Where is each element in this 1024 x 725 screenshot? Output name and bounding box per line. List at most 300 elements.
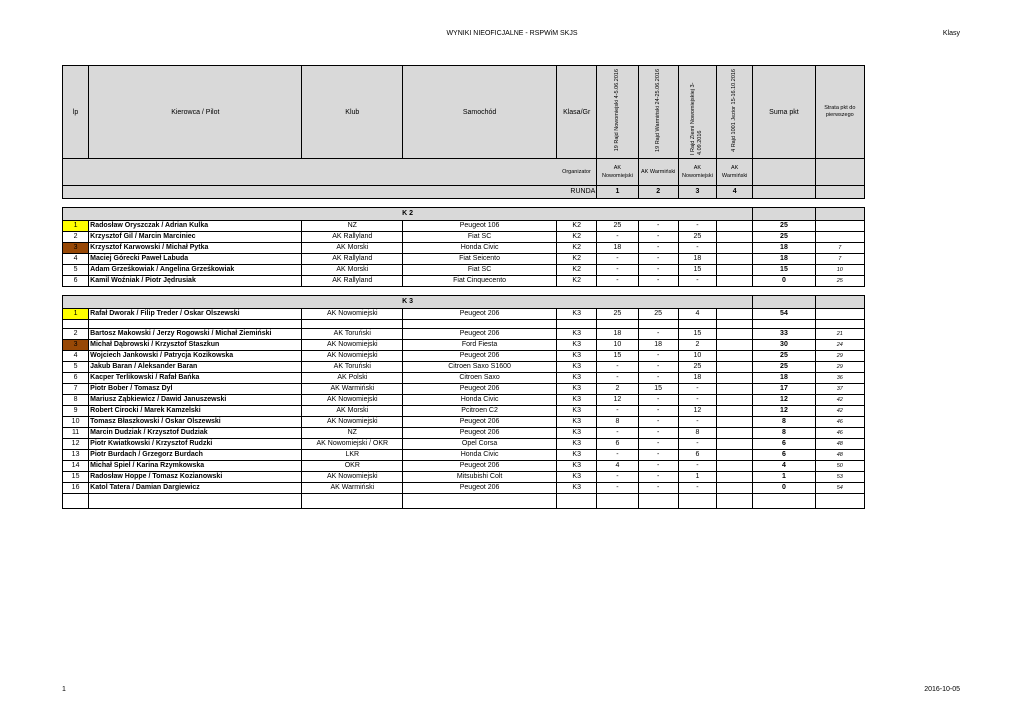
row-lp: 15 xyxy=(63,472,89,483)
row-round-3: 6 xyxy=(678,450,716,461)
row-class: K3 xyxy=(557,483,597,494)
row-round-2: - xyxy=(638,254,678,265)
row-total: 8 xyxy=(753,417,815,428)
row-total: 0 xyxy=(753,276,815,287)
page-number: 1 xyxy=(62,686,66,693)
row-car: Pcitroen C2 xyxy=(403,406,557,417)
row-round-1: 4 xyxy=(597,461,638,472)
row-club: AK Nowomiejski / OKR xyxy=(302,439,403,450)
class-header-row xyxy=(63,208,865,221)
row-round-2: - xyxy=(638,351,678,362)
col-club: Klub xyxy=(302,66,403,159)
row-driver: Radosław Oryszczak / Adrian Kulka xyxy=(89,221,302,232)
result-row xyxy=(63,232,865,243)
row-club: AK Rallyland xyxy=(302,254,403,265)
row-class: K3 xyxy=(557,340,597,351)
row-class: K3 xyxy=(557,428,597,439)
row-round-1: 6 xyxy=(597,439,638,450)
row-driver: Krzysztof Gil / Marcin Marciniec xyxy=(89,232,302,243)
row-club: NZ xyxy=(302,428,403,439)
row-round-1: 10 xyxy=(597,340,638,351)
row-round-2: - xyxy=(638,221,678,232)
row-diff xyxy=(815,309,864,320)
row-round-2: - xyxy=(638,450,678,461)
result-row xyxy=(63,362,865,373)
row-lp: 10 xyxy=(63,417,89,428)
row-round-4 xyxy=(717,373,753,384)
row-round-3: 12 xyxy=(678,406,716,417)
row-round-1: 18 xyxy=(597,329,638,340)
col-total: Suma pkt xyxy=(753,66,815,159)
result-row xyxy=(63,340,865,351)
row-round-1: 25 xyxy=(597,309,638,320)
row-class: K3 xyxy=(557,417,597,428)
row-driver: Michał Dąbrowski / Krzysztof Staszkun xyxy=(89,340,302,351)
row-round-1: - xyxy=(597,406,638,417)
spacer-row xyxy=(63,199,865,208)
row-lp: 14 xyxy=(63,461,89,472)
result-row xyxy=(63,395,865,406)
row-round-3: 15 xyxy=(678,329,716,340)
row-driver: Marcin Dudziak / Krzysztof Dudziak xyxy=(89,428,302,439)
runda-row xyxy=(63,186,865,199)
row-round-1: - xyxy=(597,254,638,265)
row-round-3: 8 xyxy=(678,428,716,439)
row-car: Fiat SC xyxy=(403,265,557,276)
row-round-4 xyxy=(717,406,753,417)
row-round-1: - xyxy=(597,373,638,384)
result-row xyxy=(63,406,865,417)
row-total: 6 xyxy=(753,450,815,461)
row-club: AK Nowomiejski xyxy=(302,340,403,351)
row-total: 4 xyxy=(753,461,815,472)
row-class: K2 xyxy=(557,254,597,265)
row-round-4 xyxy=(717,221,753,232)
row-driver: Rafał Dworak / Filip Treder / Oskar Olszewski xyxy=(89,309,302,320)
row-lp: 6 xyxy=(63,276,89,287)
row-round-4 xyxy=(717,340,753,351)
row-class: K2 xyxy=(557,276,597,287)
page-title: WYNIKI NIEOFICJALNE - RSPWiM SKJS xyxy=(446,30,578,37)
row-diff: 29 xyxy=(815,362,864,373)
row-round-4 xyxy=(717,450,753,461)
row-round-4 xyxy=(717,483,753,494)
result-row xyxy=(63,221,865,232)
row-diff: 46 xyxy=(815,417,864,428)
row-diff: 54 xyxy=(815,483,864,494)
row-car: Peugeot 206 xyxy=(403,428,557,439)
row-round-3: - xyxy=(678,276,716,287)
row-class: K3 xyxy=(557,384,597,395)
row-class: K2 xyxy=(557,221,597,232)
row-total: 30 xyxy=(753,340,815,351)
row-round-3: 18 xyxy=(678,254,716,265)
organizer-3: AK Nowomiejski xyxy=(678,159,716,186)
runda-2: 2 xyxy=(638,186,678,199)
runda-3: 3 xyxy=(678,186,716,199)
row-club: NZ xyxy=(302,221,403,232)
row-lp: 16 xyxy=(63,483,89,494)
row-round-4 xyxy=(717,329,753,340)
row-total: 25 xyxy=(753,362,815,373)
result-row xyxy=(63,243,865,254)
row-class: K3 xyxy=(557,472,597,483)
blank-row xyxy=(63,320,865,329)
row-round-2: - xyxy=(638,329,678,340)
row-total: 54 xyxy=(753,309,815,320)
row-lp: 12 xyxy=(63,439,89,450)
row-total: 25 xyxy=(753,221,815,232)
row-diff: 48 xyxy=(815,450,864,461)
row-round-2: - xyxy=(638,243,678,254)
row-round-4 xyxy=(717,243,753,254)
row-driver: Katol Tatera / Damian Dargiewicz xyxy=(89,483,302,494)
row-round-3: 15 xyxy=(678,265,716,276)
row-round-3: - xyxy=(678,417,716,428)
row-diff: 10 xyxy=(815,265,864,276)
row-round-2: 15 xyxy=(638,384,678,395)
page-header-right: Klasy xyxy=(942,30,960,37)
row-driver: Piotr Bober / Tomasz Dyl xyxy=(89,384,302,395)
row-diff: 7 xyxy=(815,254,864,265)
row-total: 6 xyxy=(753,439,815,450)
col-driver: Kierowca / Pilot xyxy=(89,66,302,159)
row-round-4 xyxy=(717,265,753,276)
result-row xyxy=(63,483,865,494)
col-round-1: 19 Rajd Nowomiejski 4-5.06.2016 xyxy=(597,66,638,159)
row-car: Peugeot 206 xyxy=(403,384,557,395)
result-row xyxy=(63,384,865,395)
row-lp: 11 xyxy=(63,428,89,439)
row-round-1: 12 xyxy=(597,395,638,406)
row-lp: 8 xyxy=(63,395,89,406)
row-club: AK Warmiński xyxy=(302,483,403,494)
row-class: K3 xyxy=(557,373,597,384)
row-car: Fiat SC xyxy=(403,232,557,243)
row-class: K3 xyxy=(557,309,597,320)
row-round-4 xyxy=(717,472,753,483)
row-club: AK Toruński xyxy=(302,362,403,373)
row-lp: 4 xyxy=(63,351,89,362)
row-round-3: 25 xyxy=(678,232,716,243)
row-round-1: - xyxy=(597,450,638,461)
row-total: 18 xyxy=(753,254,815,265)
row-driver: Robert Cirocki / Marek Kamzelski xyxy=(89,406,302,417)
row-diff xyxy=(815,232,864,243)
organizer-row xyxy=(63,159,865,186)
row-diff: 36 xyxy=(815,373,864,384)
row-round-1: 2 xyxy=(597,384,638,395)
row-lp: 3 xyxy=(63,340,89,351)
row-class: K2 xyxy=(557,243,597,254)
row-total: 1 xyxy=(753,472,815,483)
row-diff xyxy=(815,221,864,232)
row-round-2: - xyxy=(638,232,678,243)
row-round-4 xyxy=(717,232,753,243)
row-round-3: - xyxy=(678,439,716,450)
row-car: Opel Corsa xyxy=(403,439,557,450)
row-round-4 xyxy=(717,309,753,320)
row-driver: Radosław Hoppe / Tomasz Kozianowski xyxy=(89,472,302,483)
row-round-1: - xyxy=(597,232,638,243)
row-club: AK Rallyland xyxy=(302,232,403,243)
row-lp: 1 xyxy=(63,221,89,232)
row-club: AK Rallyland xyxy=(302,276,403,287)
row-club: AK Morski xyxy=(302,265,403,276)
row-driver: Tomasz Błaszkowski / Oskar Olszewski xyxy=(89,417,302,428)
row-car: Peugeot 206 xyxy=(403,309,557,320)
row-round-2: - xyxy=(638,483,678,494)
result-row xyxy=(63,461,865,472)
row-club: AK Warmiński xyxy=(302,384,403,395)
row-diff: 25 xyxy=(815,276,864,287)
result-row xyxy=(63,439,865,450)
row-round-2: - xyxy=(638,395,678,406)
row-diff: 50 xyxy=(815,461,864,472)
row-lp: 5 xyxy=(63,362,89,373)
col-round-3: I Rajd Ziemi Nowomiejskiej 3-4.09.2016 xyxy=(678,66,716,159)
row-lp: 9 xyxy=(63,406,89,417)
row-round-2: - xyxy=(638,373,678,384)
row-round-2: - xyxy=(638,428,678,439)
row-car: Peugeot 206 xyxy=(403,417,557,428)
row-diff: 29 xyxy=(815,351,864,362)
row-diff: 24 xyxy=(815,340,864,351)
row-round-2: - xyxy=(638,439,678,450)
row-total: 8 xyxy=(753,428,815,439)
col-class: Klasa/Gr xyxy=(557,66,597,159)
row-round-1: - xyxy=(597,483,638,494)
row-round-4 xyxy=(717,439,753,450)
row-round-2: 25 xyxy=(638,309,678,320)
row-car: Honda Civic xyxy=(403,395,557,406)
row-round-1: 8 xyxy=(597,417,638,428)
row-driver: Adam Grześkowiak / Angelina Grześkowiak xyxy=(89,265,302,276)
row-round-4 xyxy=(717,362,753,373)
row-car: Ford Fiesta xyxy=(403,340,557,351)
row-club: AK Nowomiejski xyxy=(302,417,403,428)
result-row xyxy=(63,265,865,276)
row-driver: Piotr Burdach / Grzegorz Burdach xyxy=(89,450,302,461)
row-club: LKR xyxy=(302,450,403,461)
row-class: K3 xyxy=(557,351,597,362)
row-car: Peugeot 206 xyxy=(403,329,557,340)
col-round-2: 19 Rajd Warmiński 24-25.06.2016 xyxy=(638,66,678,159)
result-row xyxy=(63,428,865,439)
row-lp: 6 xyxy=(63,373,89,384)
row-car: Fiat Seicento xyxy=(403,254,557,265)
results-table xyxy=(62,65,865,509)
row-round-4 xyxy=(717,254,753,265)
row-diff: 37 xyxy=(815,384,864,395)
row-class: K3 xyxy=(557,329,597,340)
result-row xyxy=(63,450,865,461)
table-end-row xyxy=(63,494,865,509)
row-round-3: 25 xyxy=(678,362,716,373)
row-club: AK Polski xyxy=(302,373,403,384)
row-round-4 xyxy=(717,395,753,406)
row-round-2: - xyxy=(638,461,678,472)
row-lp: 1 xyxy=(63,309,89,320)
row-round-1: 18 xyxy=(597,243,638,254)
row-round-1: - xyxy=(597,428,638,439)
row-lp: 7 xyxy=(63,384,89,395)
row-round-3: - xyxy=(678,221,716,232)
row-car: Honda Civic xyxy=(403,243,557,254)
row-club: AK Nowomiejski xyxy=(302,472,403,483)
row-round-3: 2 xyxy=(678,340,716,351)
col-car: Samochód xyxy=(403,66,557,159)
runda-1: 1 xyxy=(597,186,638,199)
row-lp: 13 xyxy=(63,450,89,461)
col-round-4: 4 Rajd 1001 Jezior 15-16.10.2016 xyxy=(717,66,753,159)
row-round-2: 18 xyxy=(638,340,678,351)
row-club: AK Nowomiejski xyxy=(302,309,403,320)
row-round-2: - xyxy=(638,276,678,287)
result-row xyxy=(63,351,865,362)
row-club: AK Morski xyxy=(302,406,403,417)
row-lp: 2 xyxy=(63,232,89,243)
row-total: 33 xyxy=(753,329,815,340)
row-round-4 xyxy=(717,276,753,287)
row-driver: Piotr Kwiatkowski / Krzysztof Rudzki xyxy=(89,439,302,450)
row-diff: 53 xyxy=(815,472,864,483)
row-driver: Mariusz Ząbkiewicz / Dawid Januszewski xyxy=(89,395,302,406)
row-diff: 42 xyxy=(815,406,864,417)
page-date: 2016-10-05 xyxy=(924,686,960,693)
row-lp: 4 xyxy=(63,254,89,265)
row-driver: Wojciech Jankowski / Patrycja Kozikowska xyxy=(89,351,302,362)
row-round-4 xyxy=(717,461,753,472)
row-lp: 5 xyxy=(63,265,89,276)
row-round-4 xyxy=(717,384,753,395)
row-round-2: - xyxy=(638,417,678,428)
row-total: 15 xyxy=(753,265,815,276)
spacer-row xyxy=(63,287,865,296)
result-row xyxy=(63,329,865,340)
row-total: 18 xyxy=(753,243,815,254)
row-lp: 2 xyxy=(63,329,89,340)
result-row xyxy=(63,254,865,265)
row-car: Peugeot 206 xyxy=(403,483,557,494)
row-diff: 46 xyxy=(815,428,864,439)
row-class: K3 xyxy=(557,362,597,373)
row-club: AK Toruński xyxy=(302,329,403,340)
col-diff: Strata pkt do pierwszego xyxy=(815,66,864,159)
row-total: 25 xyxy=(753,351,815,362)
row-class: K2 xyxy=(557,265,597,276)
row-round-3: 10 xyxy=(678,351,716,362)
result-row xyxy=(63,472,865,483)
row-class: K3 xyxy=(557,450,597,461)
class-header-row xyxy=(63,296,865,309)
row-round-3: - xyxy=(678,461,716,472)
row-class: K3 xyxy=(557,461,597,472)
row-round-2: - xyxy=(638,472,678,483)
row-club: OKR xyxy=(302,461,403,472)
row-driver: Kamil Woźniak / Piotr Jędrusiak xyxy=(89,276,302,287)
organizer-label: Organizator xyxy=(557,159,597,186)
runda-label: RUNDA xyxy=(557,186,597,199)
row-car: Fiat Cinquecento xyxy=(403,276,557,287)
row-total: 17 xyxy=(753,384,815,395)
row-driver: Maciej Górecki Paweł Labuda xyxy=(89,254,302,265)
row-round-2: - xyxy=(638,362,678,373)
class-title: K 2 xyxy=(63,208,753,221)
row-driver: Krzysztof Karwowski / Michał Pytka xyxy=(89,243,302,254)
result-row xyxy=(63,309,865,320)
result-row xyxy=(63,276,865,287)
row-club: AK Nowomiejski xyxy=(302,351,403,362)
row-car: Honda Civic xyxy=(403,450,557,461)
row-round-1: - xyxy=(597,472,638,483)
row-driver: Bartosz Makowski / Jerzy Rogowski / Michał Ziemiński xyxy=(89,329,302,340)
row-driver: Jakub Baran / Aleksander Baran xyxy=(89,362,302,373)
row-total: 25 xyxy=(753,232,815,243)
row-class: K3 xyxy=(557,395,597,406)
row-round-2: - xyxy=(638,265,678,276)
row-round-1: - xyxy=(597,276,638,287)
row-round-4 xyxy=(717,417,753,428)
row-round-1: 25 xyxy=(597,221,638,232)
row-total: 18 xyxy=(753,373,815,384)
row-car: Peugeot 106 xyxy=(403,221,557,232)
row-class: K2 xyxy=(557,232,597,243)
row-round-2: - xyxy=(638,406,678,417)
row-total: 12 xyxy=(753,395,815,406)
result-row xyxy=(63,417,865,428)
row-round-4 xyxy=(717,351,753,362)
row-total: 12 xyxy=(753,406,815,417)
row-round-3: - xyxy=(678,395,716,406)
row-club: AK Morski xyxy=(302,243,403,254)
row-diff: 21 xyxy=(815,329,864,340)
row-class: K3 xyxy=(557,439,597,450)
class-title: K 3 xyxy=(63,296,753,309)
row-car: Mitsubishi Colt xyxy=(403,472,557,483)
column-header-row xyxy=(63,66,865,159)
row-round-1: - xyxy=(597,265,638,276)
row-car: Peugeot 206 xyxy=(403,351,557,362)
organizer-4: AK Warmiński xyxy=(717,159,753,186)
row-round-3: 1 xyxy=(678,472,716,483)
runda-4: 4 xyxy=(717,186,753,199)
row-round-4 xyxy=(717,428,753,439)
organizer-1: AK Nowomiejski xyxy=(597,159,638,186)
row-round-3: 18 xyxy=(678,373,716,384)
organizer-2: AK Warmiński xyxy=(638,159,678,186)
row-driver: Michał Spiel / Karina Rzymkowska xyxy=(89,461,302,472)
row-club: AK Nowomiejski xyxy=(302,395,403,406)
row-car: Citroen Saxo S1600 xyxy=(403,362,557,373)
row-round-3: - xyxy=(678,243,716,254)
row-car: Peugeot 206 xyxy=(403,461,557,472)
col-lp: lp xyxy=(63,66,89,159)
row-total: 0 xyxy=(753,483,815,494)
row-diff: 7 xyxy=(815,243,864,254)
row-class: K3 xyxy=(557,406,597,417)
row-round-1: - xyxy=(597,362,638,373)
row-diff: 48 xyxy=(815,439,864,450)
row-car: Citroen Saxo xyxy=(403,373,557,384)
result-row xyxy=(63,373,865,384)
row-lp: 3 xyxy=(63,243,89,254)
row-round-3: 4 xyxy=(678,309,716,320)
row-diff: 42 xyxy=(815,395,864,406)
row-round-3: - xyxy=(678,384,716,395)
row-round-3: - xyxy=(678,483,716,494)
row-round-1: 15 xyxy=(597,351,638,362)
